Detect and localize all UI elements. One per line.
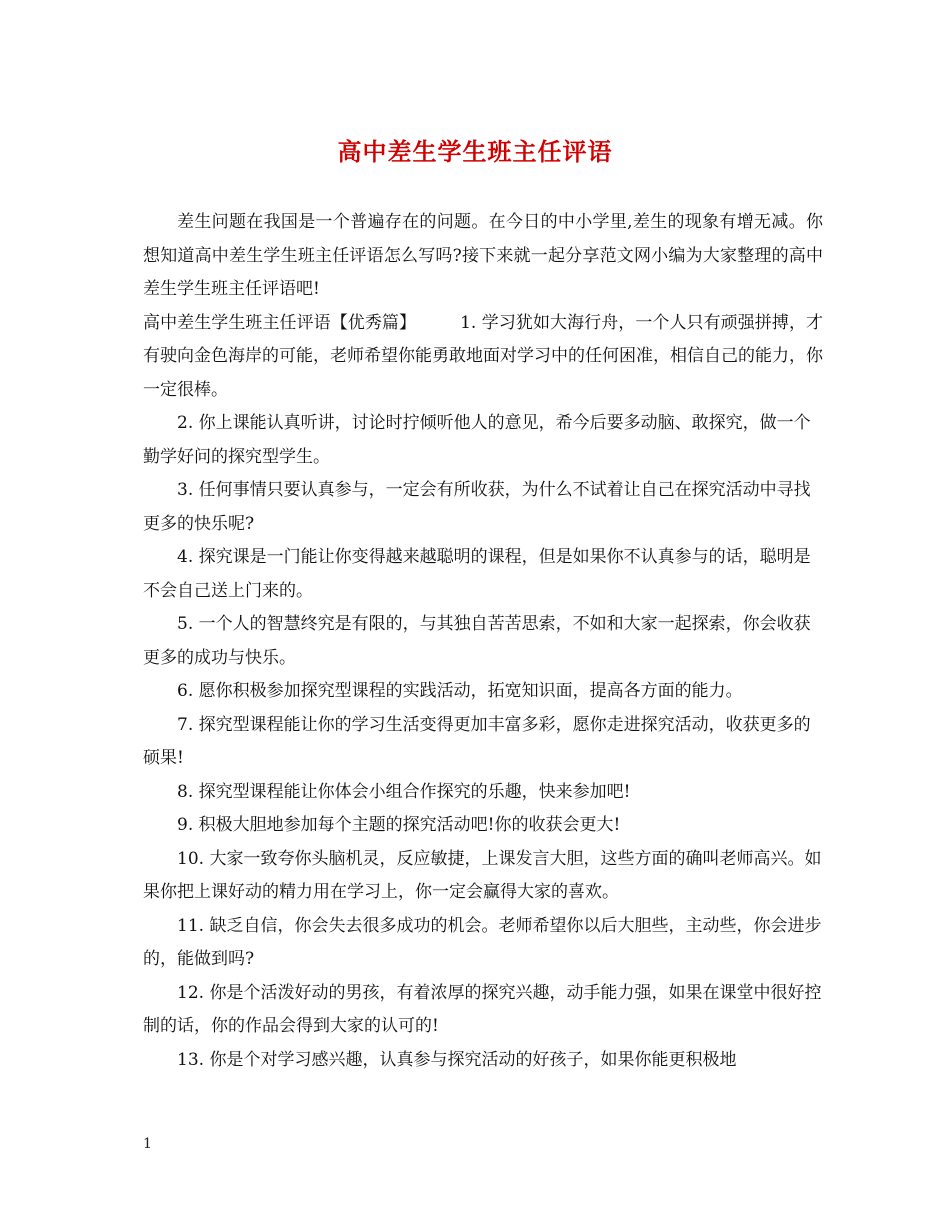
list-item: 12. 你是个活泼好动的男孩，有着浓厚的探究兴趣，动手能力强，如果在课堂中很好控制的话，你的作品会得到大家的认可的! [143,982,822,1036]
intro-paragraph: 差生问题在我国是一个普遍存在的问题。在今日的中小学里,差生的现象有增无减。你想知道高中差生学生班主任评语怎么写吗?接下来就一起分享范文网小编为大家整理的高中差生学生班主任评语吧! [143,212,823,299]
page-number: 1 [143,1136,152,1152]
section-paragraph [143,307,823,408]
list-item: 4. 探究课是一门能让你变得越来越聪明的课程，但是如果你不认真参与的话，聪明是不会自己送上门来的。 [143,547,811,601]
list-item: 1. 学习犹如大海行舟，一个人只有顽强拼搏，才有驶向金色海岸的可能，老师希望你能勇敢地面对学习中的任何困准，相信自己的能力，你一定很棒。 [143,312,824,400]
list-item: 8. 探究型课程能让你体会小组合作探究的乐趣，快来参加吧! [177,781,631,802]
list-item: 7. 探究型课程能让你的学习生活变得更加丰富多彩，愿你走进探究活动，收获更多的硕果! [143,714,811,768]
list-item: 6. 愿你积极参加探究型课程的实践活动，拓宽知识面，提高各方面的能力。 [177,681,743,701]
list-item: 2. 你上课能认真听讲，讨论时拧倾听他人的意见，希今后要多动脑、敢探究，做一个勤学好问的探究型学生。 [143,413,811,467]
document-body [143,206,823,1077]
list-item: 3. 任何事情只要认真参与，一定会有所收获，为什么不试着让自己在探究活动中寻找更多的快乐呢? [143,480,811,534]
section-heading: 高中差生学生班主任评语【优秀篇】 [143,312,417,333]
list-item: 11. 缺乏自信，你会失去很多成功的机会。老师希望你以后大胆些，主动些，你会进步的，能做到吗? [143,915,822,969]
list-item: 5. 一个人的智慧终究是有限的，与其独自苦苦思索，不如和大家一起探索，你会收获更多的成功与快乐。 [143,614,811,668]
document-title: 高中差生学生班主任评语 [337,137,613,166]
list-item: 10. 大家一致夸你头脑机灵，反应敏捷，上课发言大胆，这些方面的确叫老师高兴。如果你把上课好动的精力用在学习上，你一定会赢得大家的喜欢。 [143,848,822,902]
list-item: 13. 你是个对学习感兴趣，认真参与探究活动的好孩子，如果你能更积极地 [177,1049,737,1070]
list-item: 9. 积极大胆地参加每个主题的探究活动吧!你的收获会更大! [177,815,621,835]
